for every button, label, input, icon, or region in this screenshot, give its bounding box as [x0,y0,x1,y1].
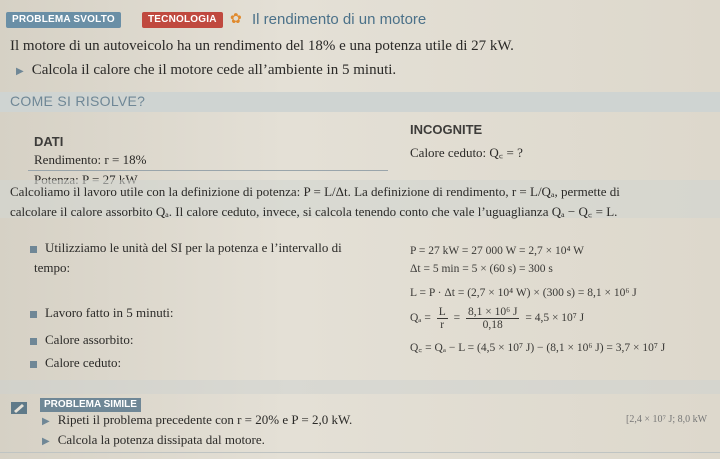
section-heading: COME SI RISOLVE? [10,93,146,109]
dati-rendimento: Rendimento: r = 18% [34,152,147,167]
step-units-text: Utilizziamo le unità del SI per la potenza e l’intervallo di [45,240,342,255]
simile-item2 [42,432,265,448]
problem-question [16,62,396,79]
formula-power: P = 27 kW = 27 000 W = 2,7 × 10⁴ W [410,245,585,257]
triangle-bullet-icon: ▶ [16,66,24,77]
problem-statement: Il motore di un autoveicolo ha un rendimento del 18% e una potenza utile di 27 kW. [10,38,514,54]
formula-absorbed-lhs: Qₐ = [410,312,431,325]
simile-item1-text: Ripeti il problema precedente con r = 20% e P = 2,0 kW. [57,412,353,427]
explanation-line1: Calcoliamo il lavoro utile con la definizione di potenza: P = L/Δt. La definizione di rendimento, r = L/Qₐ, permette di [10,184,620,199]
formula-equals: = [453,312,461,325]
simile-top-band [0,380,720,394]
step-units-label [30,240,342,256]
formula-absorbed [410,306,584,331]
formula-work: L = P · Δt = (2,7 × 10⁴ W) × (300 s) = 8,1 × 10⁶ J [410,287,637,299]
formula-time: Δt = 5 min = 5 × (60 s) = 300 s [410,263,553,275]
triangle-bullet-icon: ▶ [42,436,50,447]
fraction-denominator: r [440,319,445,331]
formula-absorbed-rhs: = 4,5 × 10⁷ J [525,312,585,325]
fraction-denominator: 0,18 [482,319,503,331]
step-units-label2: tempo: [34,260,71,275]
square-bullet-icon [30,361,37,368]
incognite-calore: Calore ceduto: Q꜀ = ? [410,145,523,160]
simile-item2-text: Calcola la potenza dissipata dal motore. [57,432,265,447]
simile-answer: [2,4 × 10⁷ J; 8,0 kW [626,414,708,425]
fraction-values [466,306,519,331]
step-work-label [30,305,174,321]
simile-item1 [42,412,352,428]
simile-heading: PROBLEMA SIMILE [40,398,141,412]
fraction-numerator: 8,1 × 10⁶ J [467,306,518,318]
incognite-label: INCOGNITE [410,122,483,137]
step-released-label [30,355,121,371]
dati-label: DATI [34,134,64,149]
step-work-text: Lavoro fatto in 5 minuti: [45,305,174,320]
tag-tecnologia: TECNOLOGIA [142,12,223,28]
bottom-divider [0,452,720,453]
formula-released: Q꜀ = Qₐ − L = (4,5 × 10⁷ J) − (8,1 × 10⁶ J) = 3,7 × 10⁷ J [410,342,666,354]
square-bullet-icon [30,338,37,345]
triangle-bullet-icon: ▶ [42,416,50,427]
page-title: Il rendimento di un motore [252,11,427,28]
step-absorbed-label [30,332,133,348]
square-bullet-icon [30,311,37,318]
pencil-icon [10,400,28,416]
tag-problema-svolto: PROBLEMA SVOLTO [6,12,121,28]
square-bullet-icon [30,246,37,253]
step-absorbed-text: Calore assorbito: [45,332,134,347]
gear-icon: ✿ [230,12,242,27]
explanation-line2: calcolare il calore assorbito Qₐ. Il calore ceduto, invece, si calcola tenendo conto che vale l’uguaglianza Qₐ − Q꜀ = L. [10,204,618,219]
question-text: Calcola il calore che il motore cede all’ambiente in 5 minuti. [31,62,397,78]
step-released-text: Calore ceduto: [45,355,122,370]
fraction-l-over-r [437,306,448,331]
dati-divider [28,170,388,171]
fraction-numerator: L [438,306,446,318]
